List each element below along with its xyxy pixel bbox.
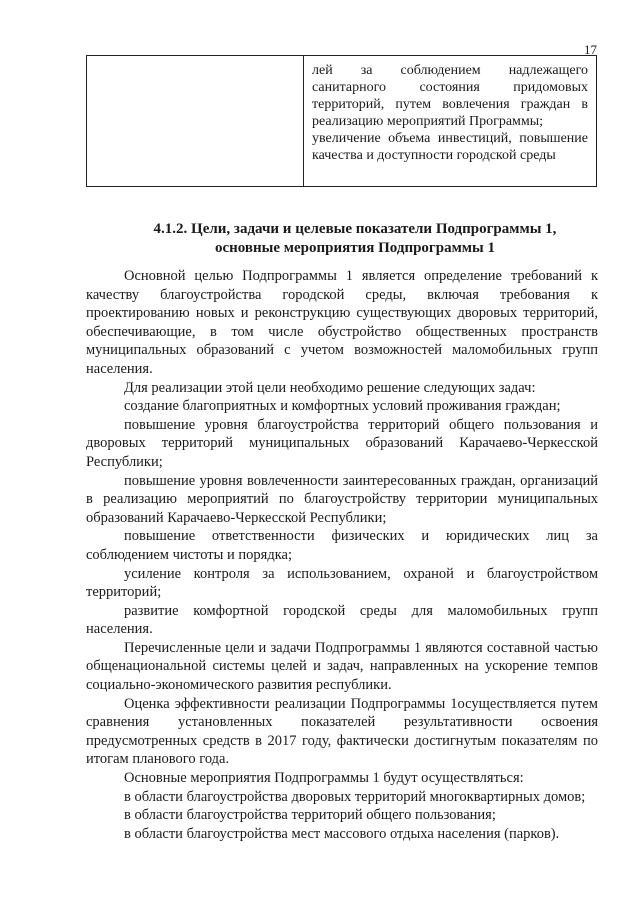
page-number: 17 <box>584 42 597 57</box>
section-heading-line: 4.1.2. Цели, задачи и целевые показатели Подпрограммы 1, <box>153 221 557 237</box>
body-paragraph: повышение уровня благоустройства территорий общего пользования и дворовых территорий муниципальных образований Карачаево-Черкесской Республики; <box>86 416 598 470</box>
table-cell-content <box>304 56 596 186</box>
section-heading <box>90 220 620 258</box>
body-paragraph: Для реализации этой цели необходимо решение следующих задач: <box>124 379 536 396</box>
table-paragraph: увеличение объема инвестиций, повышение качества и доступности городской среды <box>312 131 588 163</box>
body-paragraph: в области благоустройства территорий общего пользования; <box>124 807 496 824</box>
body-paragraph: усиление контроля за использованием, охраной и благоустройством территорий; <box>86 565 598 601</box>
body-paragraph: в области благоустройства дворовых территорий многоквартирных домов; <box>124 788 586 805</box>
body-paragraph: Перечисленные цели и задачи Подпрограммы 1 являются составной частью общенациональной системы целей и задач, направленных на ускорение темпов социально-экономического развития республики. <box>86 639 598 694</box>
body-paragraph: создание благоприятных и комфортных условий проживания граждан; <box>124 398 561 415</box>
continuation-table <box>86 55 597 187</box>
table-cell-empty <box>87 56 304 186</box>
body-paragraph: развитие комфортной городской среды для маломобильных групп населения. <box>86 602 598 638</box>
body-paragraph: повышение ответственности физических и юридических лиц за соблюдением чистоты и порядка; <box>86 528 598 563</box>
body-paragraph: Основные мероприятия Подпрограммы 1 будут осуществляться: <box>124 770 524 787</box>
body-paragraph: повышение уровня вовлеченности заинтересованных граждан, организаций в реализацию мероприятий по благоустройству территории муниципальных образований Карачаево-Черкесской Республики; <box>86 472 598 526</box>
body-paragraph: Основной целью Подпрограммы 1 является определение требований к качеству благоустройства городской среды, включая требования к проектированию новых и реконструкцию существующих дворовых территорий, обеспечивающие, в том числе обустройство общественных пространств муниципальных образований с учетом возможностей маломобильных групп населения. <box>86 268 598 377</box>
section-heading-line: основные мероприятия Подпрограммы 1 <box>215 240 495 256</box>
body-paragraph: в области благоустройства мест массового отдыха населения (парков). <box>124 825 560 842</box>
body-paragraph: Оценка эффективности реализации Подпрограммы 1осуществляется путем сравнения установленных показателей результативности освоения предусмотренных средств в 2017 году, фактически достигнутым показателям по итогам планового года. <box>86 695 598 768</box>
table-paragraph: лей за соблюдением надлежащего санитарного состояния придомовых территорий, путем вовлечения граждан в реализацию мероприятий Программы; <box>312 63 588 129</box>
section-body <box>86 267 598 843</box>
